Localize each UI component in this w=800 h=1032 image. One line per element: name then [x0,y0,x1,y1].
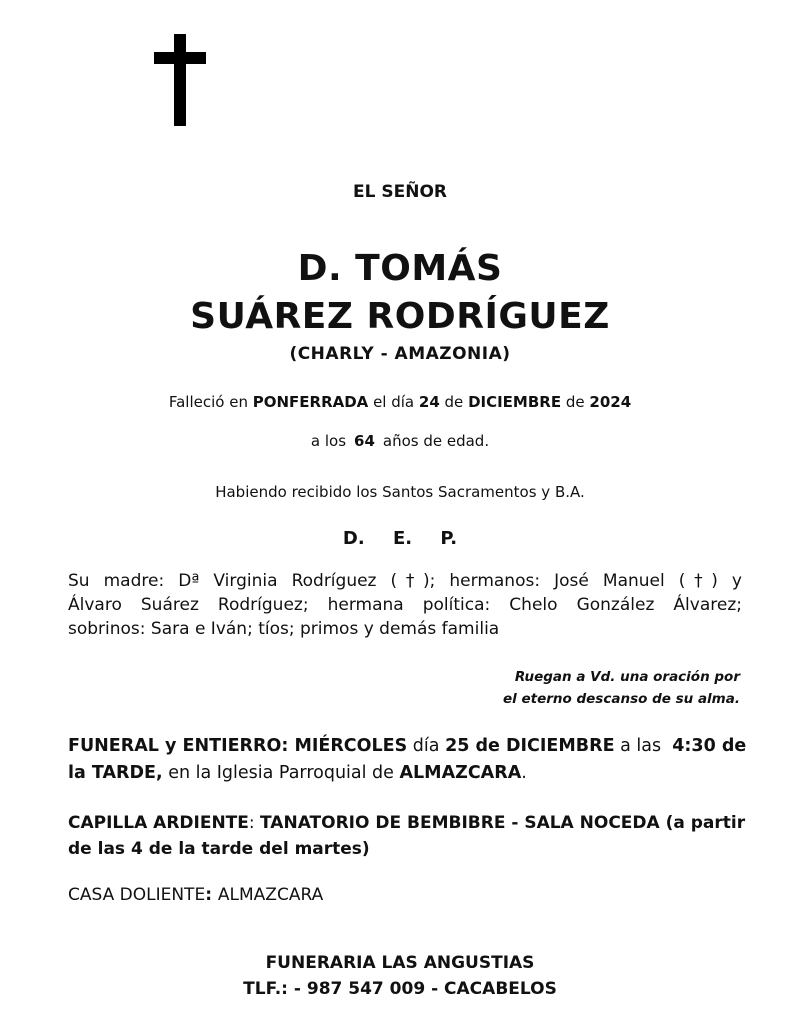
family-line: sobrinos: Sara e Iván; tíos; primos y demás familia [68,619,500,639]
cross-icon [154,34,206,126]
mourning-house: CASA DOLIENTE: ALMAZCARA [68,885,324,905]
nickname: (CHARLY - AMAZONIA) [289,344,511,364]
family-paragraph [68,569,742,641]
name-first-line: D. TOMÁS [297,248,503,289]
prayer-request: Ruegan a Vd. una oración por el eterno descanso de su alma. [503,669,740,707]
dep-line: D. E. P. [342,528,458,549]
funeral-details: FUNERAL y ENTIERRO: MIÉRCOLES día 25 de DICIEMBRE a las 4:30 de la TARDE, en la Iglesia Parroquial de ALMAZCARA. [68,736,747,783]
death-year: 2024 [589,393,632,411]
death-day: 24 [418,393,440,411]
family-line: Su madre: Dª Virginia Rodríguez (†); hermanos: José Manuel (†) y [68,571,742,591]
chapel-details: CAPILLA ARDIENTE: TANATORIO DE BEMBIBRE - SALA NOCEDA (a partir de las 4 de la tarde del martes) [68,813,746,859]
sacraments-line: Habiendo recibido los Santos Sacramentos y B.A. [215,483,585,501]
title: EL SEÑOR [353,182,447,202]
age-value: 64 [354,432,375,450]
death-place: PONFERRADA [252,393,369,411]
death-month: DICIEMBRE [468,393,562,411]
funeral-home-name: FUNERARIA LAS ANGUSTIAS [265,953,535,973]
age-line: a los 64 años de edad. [310,432,490,450]
family-line: Álvaro Suárez Rodríguez; hermana política: Chelo González Álvarez; [68,595,742,615]
name-second-line: SUÁREZ RODRÍGUEZ [190,296,610,337]
death-notice: Falleció en PONFERRADA el día 24 de DICIEMBRE de 2024 [168,393,632,411]
funeral-home-phone: TLF.: - 987 547 009 - CACABELOS [243,979,557,999]
